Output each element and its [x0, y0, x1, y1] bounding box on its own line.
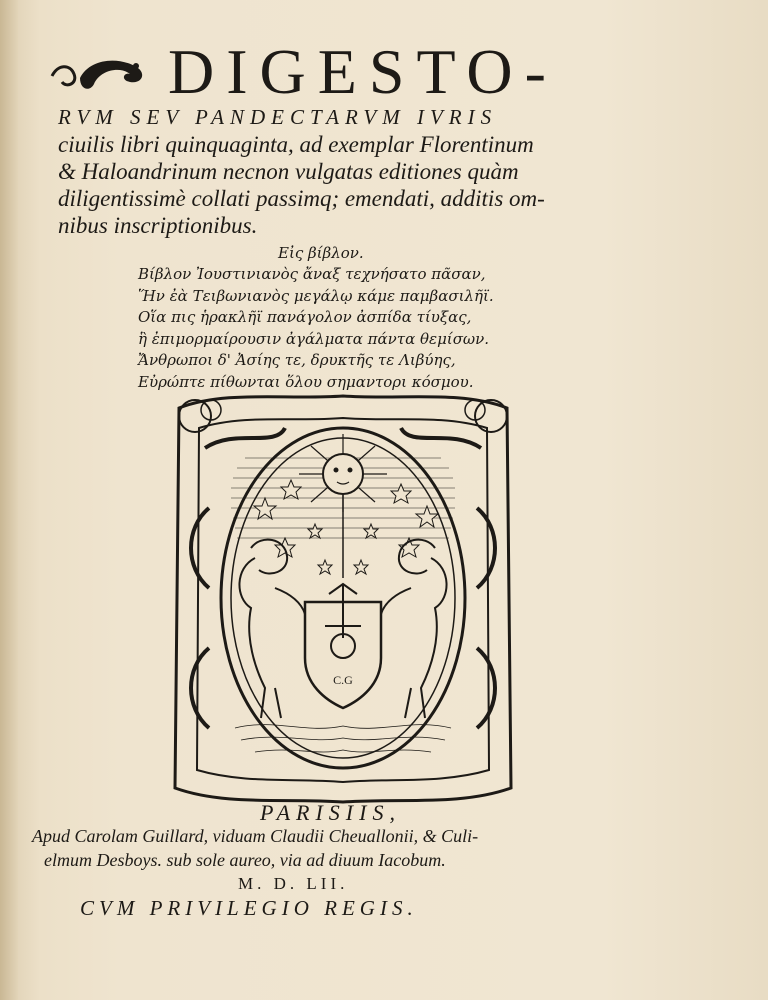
fleuron-ornament-icon: [50, 54, 150, 98]
page-gutter: [0, 0, 18, 1000]
greek-verse: Εὐρώπτε πίθωνται ὅλου σημαντορι κόσμου.: [138, 372, 474, 391]
imprint-date: M. D. LII.: [238, 874, 349, 893]
imprint-publisher-line: Apud Carolam Guillard, viduam Claudii Cheuallonii, & Culi-: [32, 826, 479, 846]
greek-verse: ἣ ἐπιμορμαίρουσιν ἀγάλματα πάντα θεμίσων.: [138, 329, 490, 348]
greek-verse: Ἥν ἐὰ Τειβωνιανὸς μεγάλῳ κάμε παμβασιλῆϊ.: [138, 286, 494, 305]
imprint-city: PARISIIS,: [260, 800, 401, 825]
subtitle-line: RVM SEV PANDECTARVM IVRIS: [58, 105, 498, 129]
printer-device-woodcut: [165, 388, 521, 808]
greek-epigram: [138, 264, 558, 393]
greek-verse: Ἄνθρωποι δ' Ἀσίης τε, δρυκτῆς τε Λιβύης,: [138, 351, 456, 369]
title-row: [50, 38, 750, 106]
royal-privilege: CVM PRIVILEGIO REGIS.: [80, 896, 418, 920]
subtitle-line: nibus inscriptionibus.: [58, 213, 258, 238]
greek-verse: Οἵα πις ἡρακλῆϊ πανάγολον ἀσπίδα τίυξας,: [138, 308, 472, 326]
greek-verse: Βίβλον Ἰουστινιανὸς ἄναξ τεχνήσατο πᾶσαν,: [138, 265, 486, 283]
greek-epigram-heading: Εἰς βίβλον.: [278, 244, 364, 262]
device-monogram: C.G: [333, 673, 353, 687]
main-title: DIGESTO-: [168, 36, 558, 107]
subtitle-line: ciuilis libri quinquaginta, ad exemplar Florentinum: [58, 132, 534, 157]
title-subtitle: [58, 104, 728, 239]
subtitle-line: diligentissimè collati passimq; emendati, additis om-: [58, 186, 545, 211]
imprint-publisher-line: elmum Desboys. sub sole aureo, via ad diuum Iacobum.: [44, 850, 446, 870]
subtitle-line: & Haloandrinum necnon vulgatas editiones quàm: [58, 159, 519, 184]
